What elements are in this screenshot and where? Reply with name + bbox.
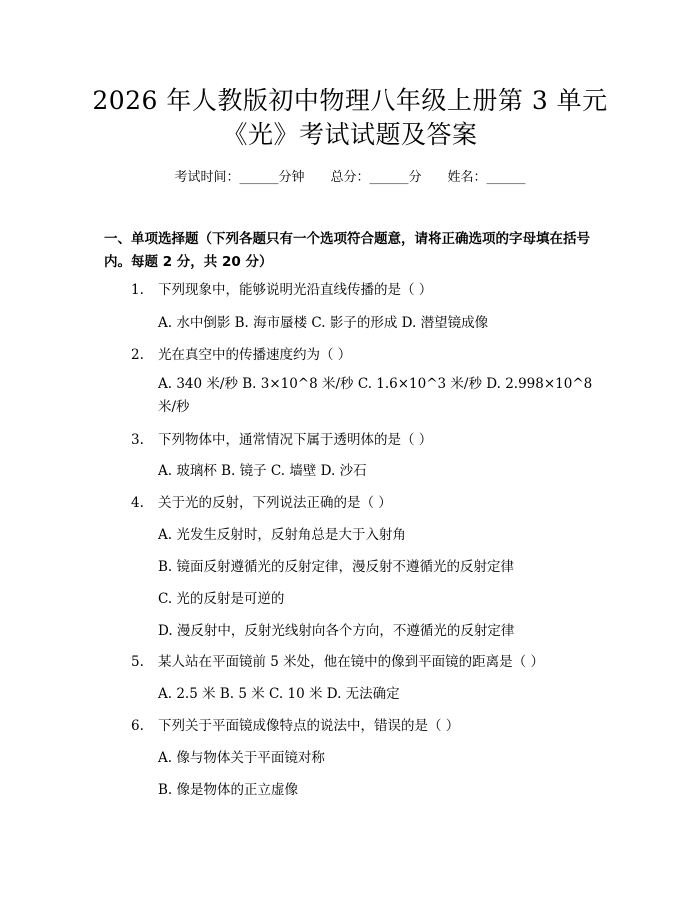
question-text: 下列关于平面镜成像特点的说法中，错误的是（ ） [158,718,460,734]
question-5-options: A. 2.5 米 B. 5 米 C. 10 米 D. 无法确定 [158,686,400,702]
question-4-option-c: C. 光的反射是可逆的 [158,591,285,607]
question-text: 某人站在平面镜前 5 米处，他在镜中的像到平面镜的距离是（ ） [158,654,544,670]
question-number: 2. [131,347,144,363]
exam-time-field: 考试时间：______分钟 [174,170,305,185]
question-text: 下列现象中，能够说明光沿直线传播的是（ ） [158,282,433,298]
question-4-option-a: A. 光发生反射时，反射角总是大于入射角 [158,527,406,543]
student-name-field: 姓名：______ [447,170,526,185]
question-3-options: A. 玻璃杯 B. 镜子 C. 墙壁 D. 沙石 [158,463,367,479]
question-4-option-b: B. 镜面反射遵循光的反射定律，漫反射不遵循光的反射定律 [158,559,515,575]
question-4-option-d: D. 漫反射中，反射光线射向各个方向，不遵循光的反射定律 [158,623,515,639]
question-1 [131,280,432,300]
question-number: 4. [131,495,144,511]
question-1-options: A. 水中倒影 B. 海市蜃楼 C. 影子的形成 D. 潜望镜成像 [158,315,489,331]
question-4 [131,493,392,513]
exam-title-line2: 《光》考试试题及答案 [222,120,478,149]
exam-info-bar [0,168,700,188]
question-6-option-b: B. 像是物体的正立虚像 [158,782,299,798]
question-6 [131,716,459,736]
exam-title-line1: 2026 年人教版初中物理八年级上册第 3 单元 [92,86,608,115]
question-2-options [104,373,604,419]
question-text: 关于光的反射，下列说法正确的是（ ） [158,495,392,511]
question-6-option-a: A. 像与物体关于平面镜对称 [158,750,325,766]
question-text: 光在真空中的传播速度约为（ ） [158,347,352,363]
option-line: A. 340 米/秒 B. 3×10^8 米/秒 C. 1.6×10^3 米/秒 D. 2.998×10^8 米/秒 [158,376,593,415]
question-number: 1. [131,282,144,298]
question-2 [131,345,351,365]
section-heading: 一、单项选择题（下列各题只有一个选项符合题意，请将正确选项的字母填在括号内。每题 2 分，共 20 分） [104,231,590,270]
question-number: 5. [131,654,144,670]
question-text: 下列物体中，通常情况下属于透明体的是（ ） [158,432,433,448]
total-score-field: 总分：______分 [330,170,422,185]
question-5 [131,652,544,672]
question-3 [131,430,432,450]
question-number: 6. [131,718,144,734]
question-number: 3. [131,432,144,448]
